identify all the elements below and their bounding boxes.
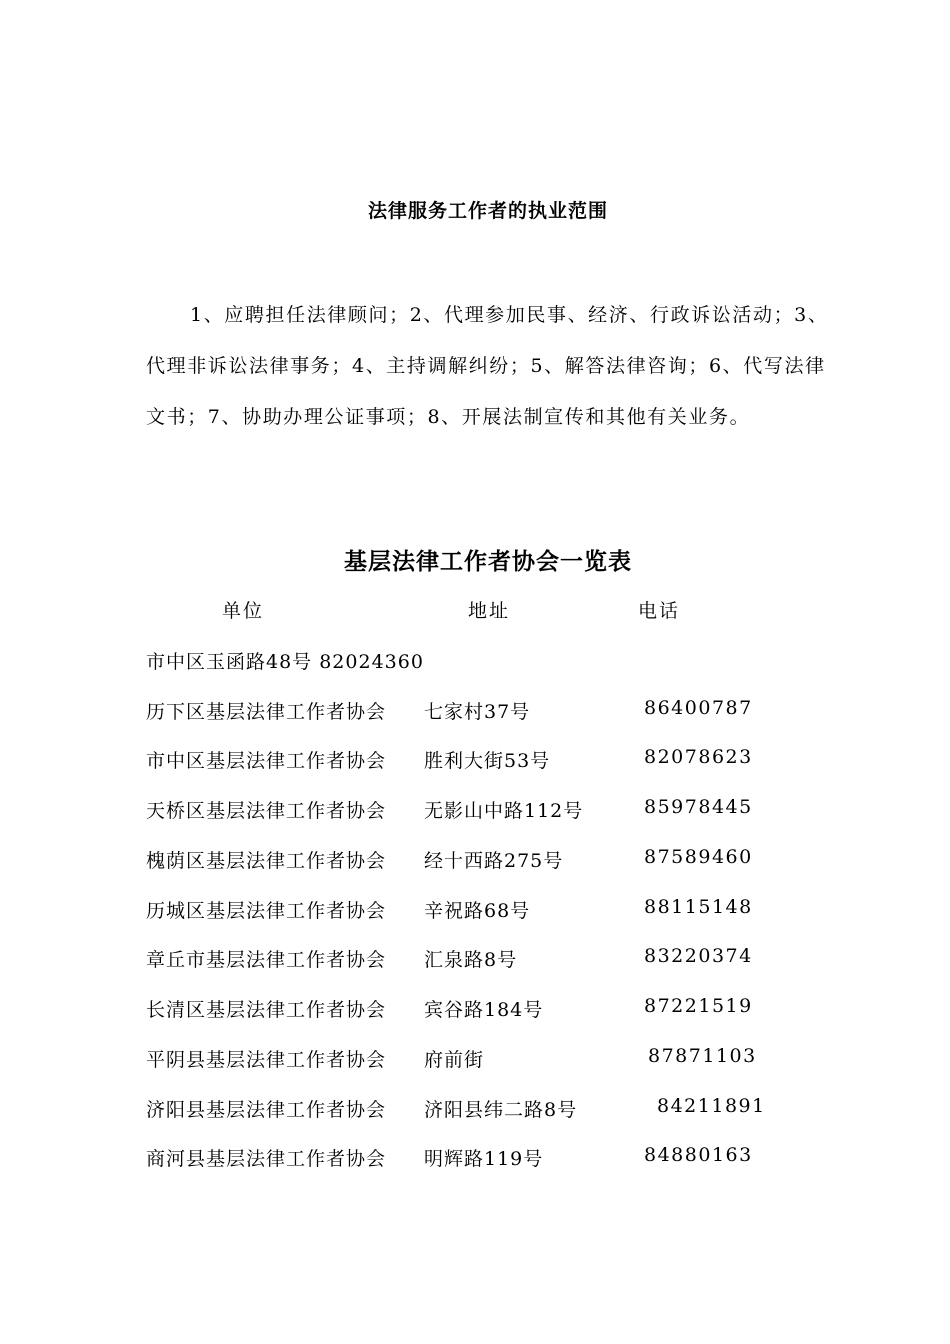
table-row	[146, 995, 826, 1025]
row-address: 汇泉路8号	[424, 949, 518, 971]
row-phone: 84880163	[644, 1144, 753, 1166]
table-row	[146, 796, 826, 826]
row-unit: 历城区基层法律工作者协会	[146, 900, 387, 922]
row-address: 明辉路119号	[424, 1148, 544, 1170]
row-address: 无影山中路112号	[424, 800, 584, 822]
row-address: 胜利大街53号	[424, 750, 551, 772]
row-address: 经十西路275号	[424, 850, 564, 872]
row-address: 辛祝路68号	[424, 900, 531, 922]
row-unit: 章丘市基层法律工作者协会	[146, 949, 387, 971]
table-row	[146, 1045, 826, 1075]
table-row	[146, 746, 826, 776]
table-row	[146, 1144, 826, 1174]
row-phone: 83220374	[644, 945, 753, 967]
row-phone: 86400787	[644, 697, 753, 719]
row-unit: 平阴县基层法律工作者协会	[146, 1049, 387, 1071]
column-header-address: 地址	[468, 600, 511, 622]
row-phone: 87871103	[648, 1045, 757, 1067]
row-unit: 槐荫区基层法律工作者协会	[146, 850, 387, 872]
table-row	[146, 1095, 826, 1125]
first-address-line	[146, 647, 826, 677]
table-row	[146, 846, 826, 876]
table-row	[146, 945, 826, 975]
row-phone: 82078623	[644, 746, 753, 768]
table-row	[146, 697, 826, 727]
scope-paragraph: 1、应聘担任法律顾问；2、代理参加民事、经济、行政诉讼活动；3、代理非诉讼法律事务；4、主持调解纠纷；5、解答法律咨询；6、代写法律文书；7、协助办理公证事项；8、开展法制宣传和其他有关业务。	[146, 304, 829, 428]
row-unit: 历下区基层法律工作者协会	[146, 701, 387, 723]
row-unit: 天桥区基层法律工作者协会	[146, 800, 387, 822]
row-unit: 市中区基层法律工作者协会	[146, 750, 387, 772]
row-unit: 商河县基层法律工作者协会	[146, 1148, 387, 1170]
first-line-text: 市中区玉函路48号 82024360	[146, 651, 424, 673]
row-phone: 87589460	[644, 846, 753, 868]
row-phone: 85978445	[644, 796, 753, 818]
row-address: 七家村37号	[424, 701, 531, 723]
row-address: 府前街	[424, 1049, 485, 1071]
table-title: 基层法律工作者协会一览表	[344, 548, 632, 575]
row-phone: 88115148	[644, 896, 753, 918]
row-phone: 87221519	[644, 995, 753, 1017]
row-address: 济阳县纬二路8号	[424, 1099, 578, 1121]
row-phone: 84211891	[657, 1095, 766, 1117]
row-address: 宾谷路184号	[424, 999, 544, 1021]
column-header-unit: 单位	[222, 600, 265, 622]
table-row	[146, 896, 826, 926]
column-header-phone: 电话	[638, 600, 681, 622]
row-unit: 长清区基层法律工作者协会	[146, 999, 387, 1021]
row-unit: 济阳县基层法律工作者协会	[146, 1099, 387, 1121]
scope-title: 法律服务工作者的执业范围	[367, 200, 608, 222]
